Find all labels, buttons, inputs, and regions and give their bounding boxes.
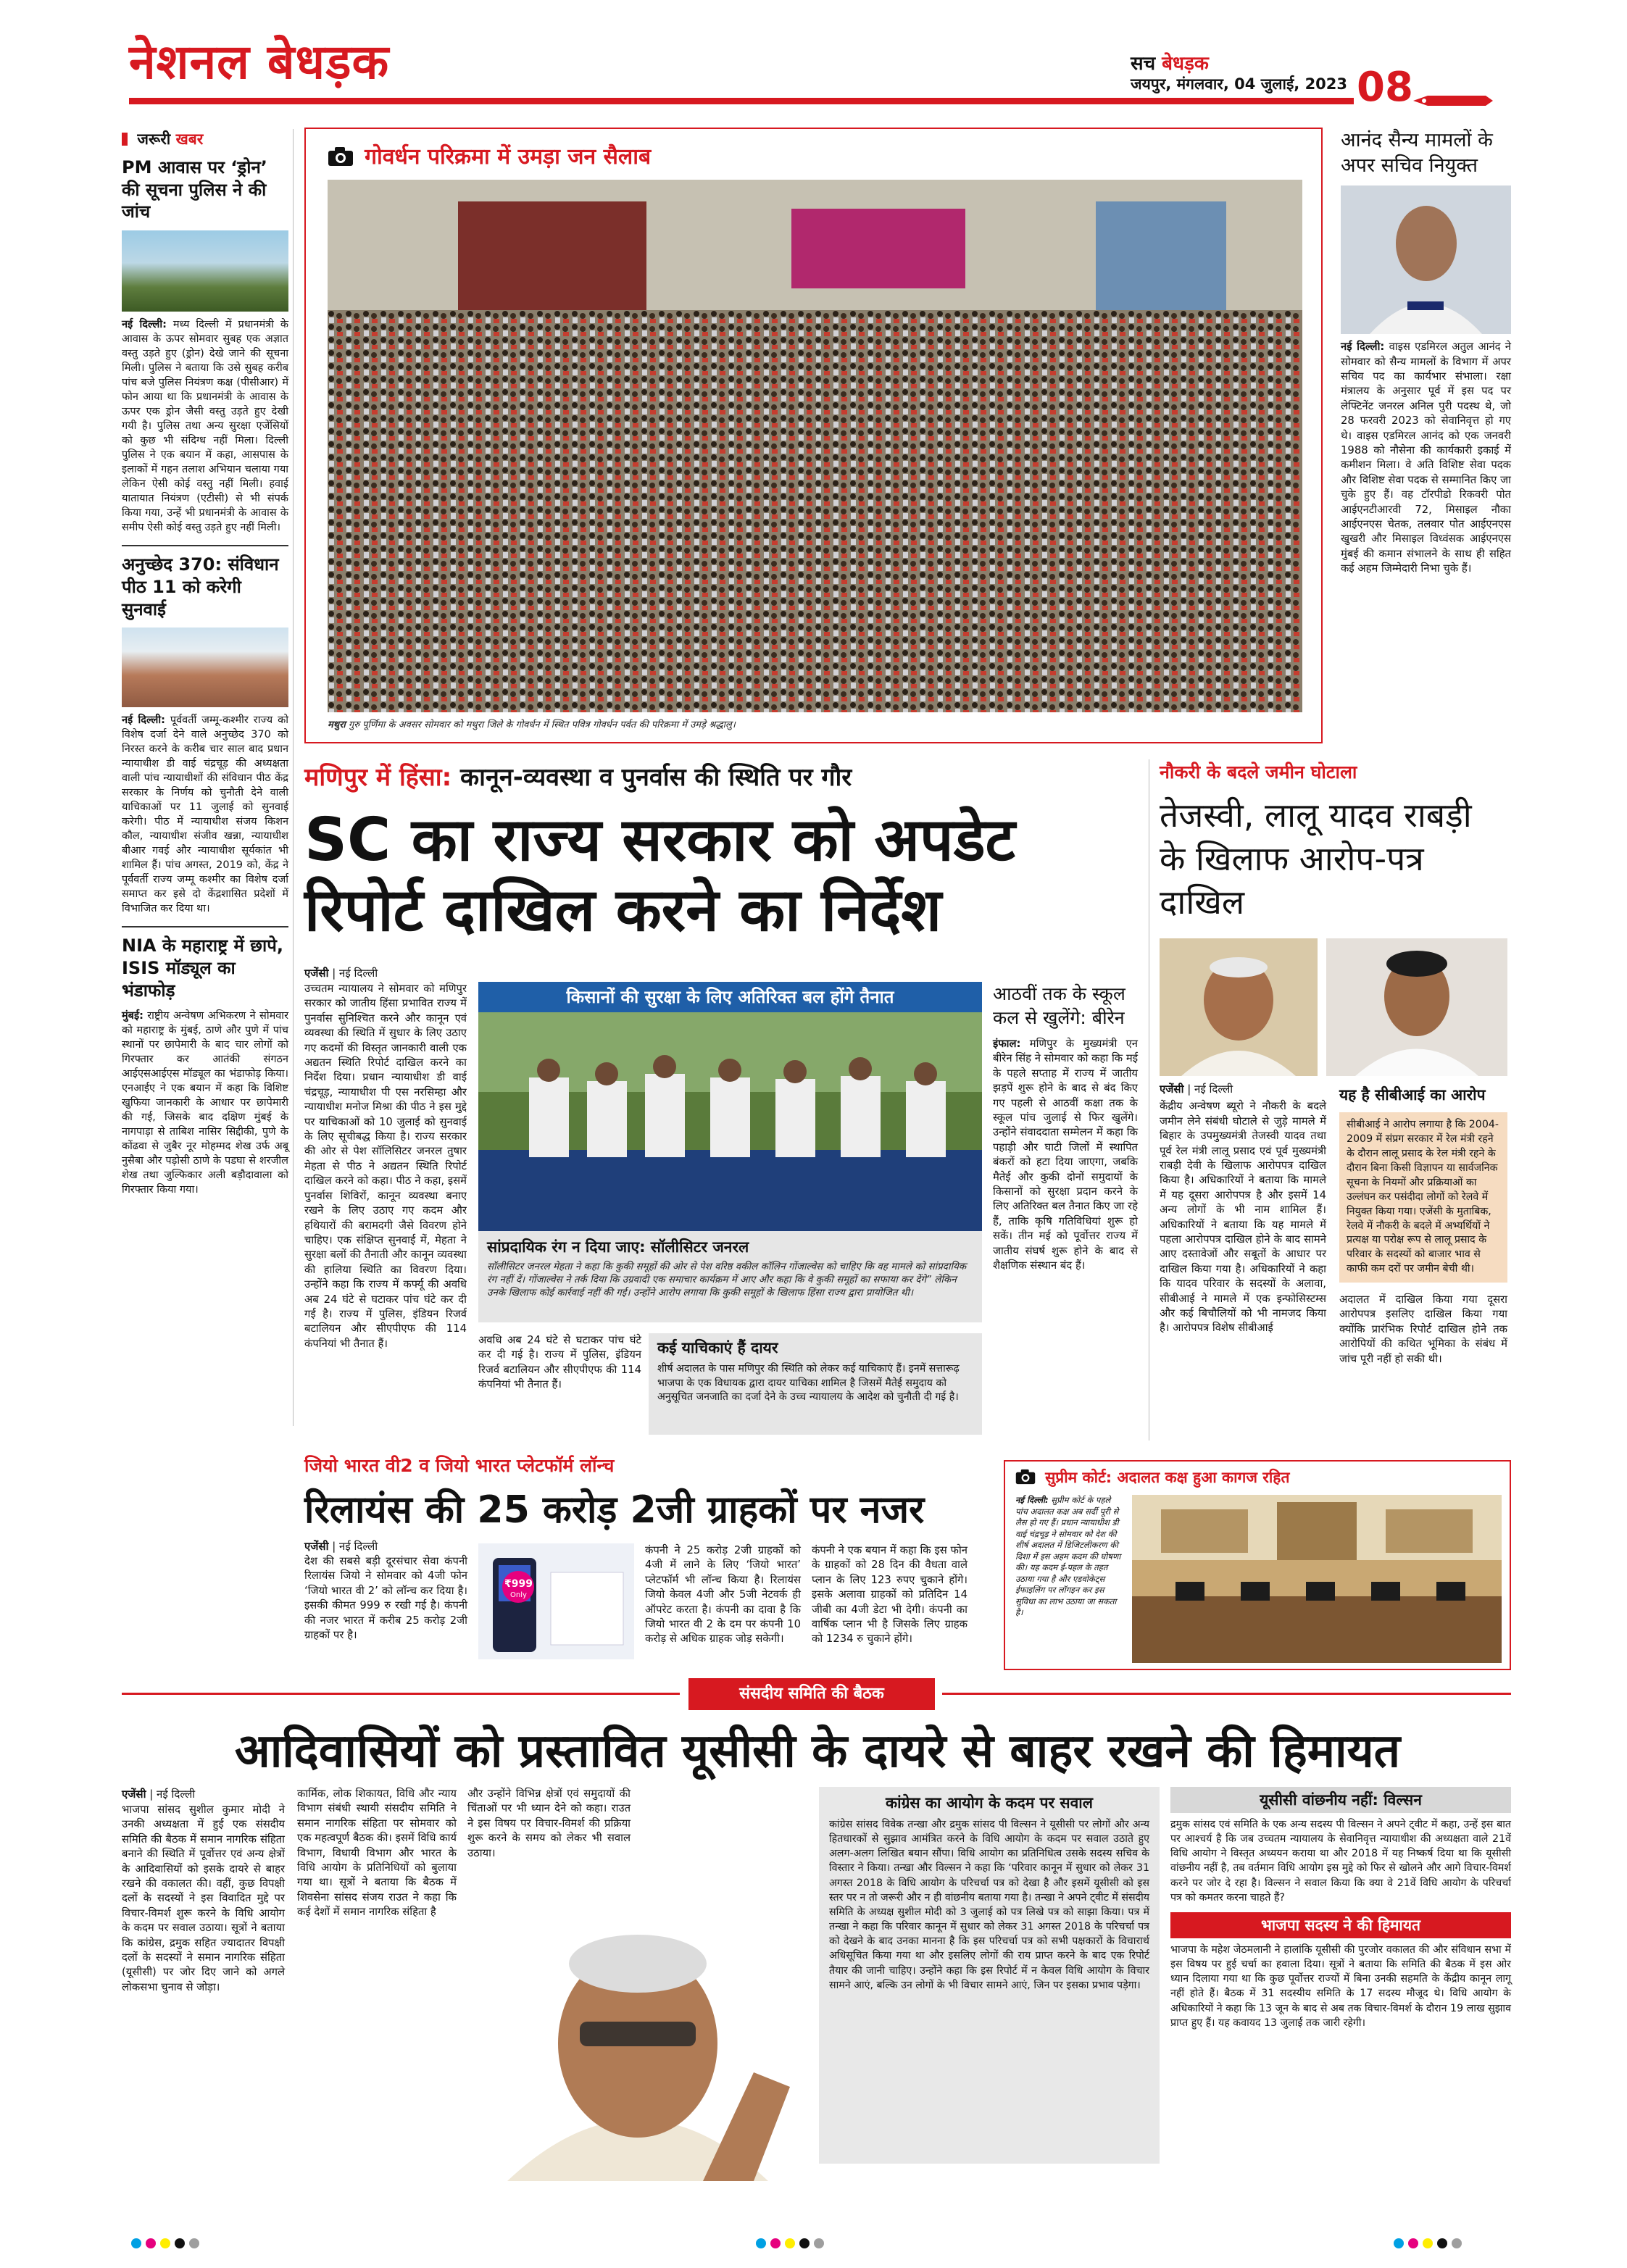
article370-dateline: नई दिल्ली: (122, 714, 165, 727)
jio-phone-image (478, 1543, 634, 1659)
nia-dateline: मुंबई: (122, 1010, 143, 1022)
lalu-tail: अदालत में दाखिल किया गया दूसरा आरोपपत्र इसलिए दाखिल किया गया क्योंकि प्रारंभिक रिपोर्ट दाखिल होने तक आरोपियों की कथित भूमिका के संबंध में जांच पूरी नहीं हो सकी थी। (1339, 1293, 1507, 1365)
section-label-a: जरूरी (137, 130, 171, 148)
dot-yellow (160, 2238, 170, 2248)
phone-price: ₹999 (504, 1578, 533, 1590)
jio-agency: एजेंसी (304, 1540, 329, 1553)
nia-body (122, 1009, 288, 1197)
manipur-place: नई दिल्ली (339, 967, 378, 980)
article370-headline: अनुच्छेद 370: संविधान पीठ 11 को करेगी सुनवाई (122, 554, 279, 620)
jio-col3: कंपनी ने एक बयान में कहा कि इस फोन के ग्राहकों को 28 दिन की वैधता वाले प्लान के लिए 123 रुपए चुकाने होंगे। इसके अलावा ग्राहकों को प्रतिदिन 14 जीबी का 4जी डेटा भी देगी। कंपनी का वार्षिक प्लान भी है जिसके लिए ग्राहक को 1234 रु चुकाने होंगे। (812, 1544, 968, 1646)
petitions-box (649, 1333, 982, 1435)
ucc-rule (122, 1693, 680, 1695)
petitions-body: शीर्ष अदालत के पास मणिपुर की स्थिति को लेकर कई याचिकाएं हैं। इनमें सत्तारूढ़ भाजपा के एक विधायक द्वारा दायर याचिका शामिल है जिसमें मैतेई समुदाय को अनुसूचित जनजाति का दर्जा देने के उच्च न्यायालय के आदेश को चुनौती दी गई है। (657, 1363, 960, 1404)
farmers-box-title: किसानों की सुरक्षा के लिए अतिरिक्त बल होंगे तैनात (478, 982, 982, 1012)
registration-dots-right (1391, 2238, 1464, 2251)
sg-box (478, 1231, 982, 1322)
courtroom-photo (1132, 1495, 1502, 1663)
jio-place: नई दिल्ली (339, 1540, 378, 1553)
camera-icon (328, 146, 354, 170)
anand-story (1341, 128, 1511, 743)
ucc-rule-right (942, 1693, 1511, 1695)
drone-dateline: नई दिल्ली: (122, 319, 167, 331)
paper-name-text: नेशनल बेधड़क (129, 34, 390, 90)
dot-grey (189, 2238, 199, 2248)
manipur-kicker-red: मणिपुर में हिंसा: (304, 763, 452, 792)
dot-magenta (146, 2238, 156, 2248)
wilson-box (1170, 1787, 1511, 2030)
masthead (0, 0, 1627, 109)
biren-body (993, 1037, 1138, 1274)
anand-body (1341, 340, 1511, 577)
paperless-caption (1015, 1495, 1124, 1619)
lalu-photo (1160, 938, 1318, 1076)
jio-col2: कंपनी ने 25 करोड़ 2जी ग्राहकों को 4जी में लाने के लिए ‘जियो भारत’ प्लेटफॉर्म भी लॉन्च किया है। रिलायंस जियो केवल 4जी और 5जी नेटवर्क ही ऑपरेट करता है। कंपनी का दावा है कि जियो भारत वी 2 के दम पर कंपनी 10 करोड़ से अधिक ग्राहक जोड़ सकेगी। (645, 1544, 801, 1646)
farmers-box (478, 982, 982, 1322)
cbi-charge-title: यह है सीबीआई का आरोप (1339, 1086, 1486, 1104)
ucc-col1: भाजपा सांसद सुशील कुमार मोदी ने उनकी अध्यक्षता में हुई एक संसदीय समिति की बैठक में समान नागरिक संहिता बनाने की स्थिति में पूर्वोत्तर एवं अन्य क्षेत्रों के आदिवासियों को इसके दायरे से बाहर रखने की वकालत की। वहीं, कुछ विपक्षी दलों के सदस्यों ने इस विवादित मुद्दे पर विचार-विमर्श शुरू करने के विधि आयोग के कदम पर सवाल उठाया। सूत्रों ने बताया कि कांग्रेस, द्रमुक सहित ज्यादातर विपक्षी दलों के सदस्यों ने समान नागरिक संहिता (यूसीसी) पर जोर दिए जाने को अगले लोकसभा चुनाव से जोड़ा। (122, 1804, 285, 1993)
tagline-brand: बेधड़क (1162, 53, 1209, 75)
caption-text: गुरु पूर्णिमा के अवसर सोमवार को मथुरा जिले के गोवर्धन में स्थित पवित्र गोवर्धन पर्वत की परिक्रमा में उमड़े श्रद्धालु। (348, 720, 736, 730)
paperless-title: सुप्रीम कोर्ट: अदालत कक्ष हुआ कागज रहित (1045, 1469, 1290, 1486)
manipur-agency: एजेंसी (304, 967, 329, 980)
manipur-col2-tail (478, 1333, 641, 1393)
manipur-col2-text: अवधि अब 24 घंटे से घटाकर पांच घंटे कर दी गई है। राज्य में पुलिस, इंडियन रिजर्व बटालियन और सीएपीएफ की 114 कंपनियां भी तैनात हैं। (478, 1334, 641, 1391)
ucc-headline: आदिवासियों को प्रस्तावित यूसीसी के दायरे से बाहर रखने की हिमायत (234, 1725, 1401, 1778)
paperless-header (1015, 1467, 1289, 1488)
manipur-kicker (304, 759, 852, 793)
camera-icon-small (1015, 1469, 1036, 1488)
manipur-headline: SC का राज्य सरकार को अपडेट रिपोर्ट दाखिल करने का निर्देश (304, 806, 1015, 945)
masthead-dateline: जयपुर, मंगलवार, 04 जुलाई, 2023 (1131, 75, 1348, 93)
lalu-kicker: नौकरी के बदले जमीन घोटाला (1160, 762, 1357, 783)
dot-cyan (131, 2238, 141, 2248)
section-label (122, 129, 288, 149)
paperless-box (1004, 1460, 1511, 1670)
manipur-col1-text: उच्चतम न्यायालय ने सोमवार को मणिपुर सरकार को जातीय हिंसा प्रभावित राज्य में पुनर्वास सुनिश्चित करने और कानून एवं व्यवस्था की स्थिति में सुधार के लिए उठाए गए कदमों की विस्तृत जानकारी वाली एक अद्यतन स्थिति रिपोर्ट दाखिल करने का निर्देश दिया। प्रधान न्यायाधीश डी वाई चंद्रचूड़, न्यायाधीश पी एस नरसिम्हा और न्यायाधीश मनोज मिश्रा की पीठ ने इस मुद्दे पर याचिकाओं को 10 जुलाई को सुनवाई के लिए सूचीबद्ध किया है। राज्य सरकार की ओर से पेश सॉलिसिटर जनरल तुषार मेहता से पीठ ने अद्यतन स्थिति रिपोर्ट दाखिल करने को कहा। पीठ ने कहा, इसमें पुनर्वास शिविरों, कानून व्यवस्था बनाए रखने के लिए उठाए गए कदम और हथियारों की बरामदगी जैसे विवरण होने चाहिए। एक संक्षिप्त सुनवाई में, मेहता ने सुरक्षा बलों की तैनाती और कानून व्यवस्था की हालिया स्थिति का विवरण दिया। उन्होंने कहा कि राज्य में कर्फ्यू की अवधि अब 24 घंटे से घटाकर पांच घंटे कर दी गई है। राज्य में पुलिस, इंडियन रिजर्व बटालियन और सीएपीएफ की 114 कंपनियां भी तैनात हैं। (304, 983, 467, 1350)
anand-photo (1341, 185, 1511, 334)
caption-place: मथुरा (328, 720, 346, 730)
ucc-agency: एजेंसी (122, 1788, 146, 1801)
congress-title: कांग्रेस का आयोग के कदम पर सवाल (886, 1794, 1093, 1812)
lalu-story (1160, 759, 1507, 1448)
sushil-modi-photo (464, 1913, 812, 2181)
lalu-headline: तेजस्वी, लालू यादव राबड़ी के खिलाफ आरोप-पत्र दाखिल (1160, 796, 1472, 922)
pen-icon (1413, 94, 1493, 107)
lalu-place: नई दिल्ली (1194, 1083, 1233, 1096)
photo-story (304, 128, 1323, 743)
anand-dateline: नई दिल्ली: (1341, 341, 1385, 354)
jio-byline: एजेंसी | नई दिल्ली (304, 1540, 378, 1553)
nia-text: राष्ट्रीय अन्वेषण अभिकरण ने सोमवार को महाराष्ट्र के मुंबई, ठाणे और पुणे में पांच स्थानों पर छापेमारी के बाद चार लोगों को गिरफ्तार कर आतंकी संगठन आईएसआईएस मॉड्यूल का भंडाफोड़ किया। एनआईए ने एक बयान में कहा कि विशिष्ट खुफिया जानकारी के आधार पर छापेमारी की गई, जिसके बाद दक्षिण मुंबई के नागपाड़ा से ताबिश नासिर सिद्दीकी, पुणे के कोंढवा से जुबैर नूर मोहम्मद शेख उर्फ अबू नुसैबा और पड़ोसी ठाणे के पडघा से शरजील शेख तथा जुल्फिकार अली बड़ौदावाला को गिरफ्तार किया गया। (122, 1010, 288, 1196)
biren-headline: आठवीं तक के स्कूल कल से खुलेंगे: बीरेन (993, 983, 1125, 1028)
paper-name (129, 28, 389, 93)
ucc-tag-text: संसदीय समिति की बैठक (739, 1685, 884, 1703)
jio-col1: देश की सबसे बड़ी दूरसंचार सेवा कंपनी रिलायंस जियो ने सोमवार को 4जी फोन ‘जियो भारत वी 2’ को लॉन्च कर दिया है। इसकी कीमत 999 रु रखी गई है। कंपनी की नजर भारत में करीब 25 करोड़ 2जी ग्राहकों पर है। (304, 1555, 467, 1642)
bjp-body: भाजपा के महेश जेठमलानी ने हालांकि यूसीसी की पुरजोर वकालत की और संविधान सभा में इस विषय पर हुई चर्चा का हवाला दिया। सूत्रों ने बताया कि समिति की बैठक में इस ओर ध्यान दिलाया गया था कि कुछ पूर्वोत्तर राज्यों में बिना उनकी सहमति के केंद्रीय कानून लागू नहीं होते हैं। बैठक में 31 सदस्यीय समिति के 17 सदस्य मौजूद थे। विधि आयोग के अधिकारियों ने कहा कि 13 जून के बाद से अब तक विचार-विमर्श के दौरान 19 लाख सुझाव प्राप्त हुए हैं। यह कवायद 13 जुलाई तक जारी रहेगी। (1170, 1943, 1511, 2029)
sg-title: सांप्रदायिक रंग न दिया जाए: सॉलीसिटर जनरल (487, 1238, 749, 1256)
wilson-title: यूसीसी वांछनीय नहीं: विल्सन (1170, 1787, 1511, 1813)
manipur-col1 (304, 982, 467, 1460)
jio-kicker-a: जियो भारत वी2 व (304, 1455, 430, 1476)
paperless-dateline: नई दिल्ली: (1015, 1495, 1049, 1505)
petitions-title: कई याचिकाएं हैं दायर (657, 1339, 778, 1356)
ucc-col2: कार्मिक, लोक शिकायत, विधि और न्याय विभाग संबंधी स्थायी संसदीय समिति ने समान नागरिक संहिता पर सोमवार को एक महत्वपूर्ण बैठक की। इसमें विधि कार्य विभाग, विधायी विभाग और भारत के विधि आयोग के प्रतिनिधियों को बुलाया गया था। सूत्रों ने बताया कि बैठक में शिवसेना सांसद संजय राउत ने कहा कि कई देशों में समान नागरिक संहिता है (297, 1788, 457, 1919)
lalu-byline: एजेंसी | नई दिल्ली (1160, 1083, 1233, 1096)
biren-dateline: इंफाल: (993, 1038, 1021, 1050)
drone-headline: PM आवास पर ‘ड्रोन’ की सूचना पुलिस ने की जांच (122, 157, 267, 222)
lalu-body: केंद्रीय अन्वेषण ब्यूरो ने नौकरी के बदले जमीन लेने संबंधी घोटाले से जुड़े मामले में बिहार के उपमुख्यमंत्री तेजस्वी यादव तथा पूर्व रेल मंत्री लालू प्रसाद एवं पूर्व मुख्यमंत्री राबड़ी देवी के खिलाफ आरोपपत्र दाखिल किया है। अधिकारियों ने बताया कि मामले में यह दूसरा आरोपपत्र है और इसमें 14 अन्य लोगों के भी नाम शामिल हैं। अधिकारियों ने बताया कि यह मामले में पहला आरोपपत्र दाखिल होने के बाद सामने आए दस्तावेजों और सबूतों के आधार पर दाखिल किया गया है। अधिकारियों ने कहा कि यादव परिवार के सदस्यों के अलावा, सीबीआई ने मामले में एक इन्फोसिस्टम्स और कई बिचौलियों को भी नामजद किया है। आरोपपत्र विशेष सीबीआई (1160, 1100, 1326, 1335)
wilson-body: द्रमुक सांसद एवं समिति के एक अन्य सदस्य पी विल्सन ने अपने ट्वीट में कहा, उन्हें इस बात पर आश्चर्य है कि जब उच्चतम न्यायालय के सेवानिवृत्त न्यायाधीश की अध्यक्षता वाले 21वें विधि आयोग ने विस्तृत अध्ययन कराया था और 2018 में यह निष्कर्ष दिया था कि यूसीसी वांछनीय नहीं है, तब वर्तमान विधि आयोग इस मुद्दे को फिर से खोलने और आगे विचार-विमर्श करने पर जोर दे रहा है। विल्सन ने सवाल किया कि क्या वे 21वें विधि आयोग के परिचर्चा पत्र को कमतर करना चाहते हैं? (1170, 1819, 1511, 1904)
drone-text: मध्य दिल्ली में प्रधानमंत्री के आवास के ऊपर सोमवार सुबह एक अज्ञात वस्तु उड़ते हुए (ड्रोन) देखे जाने की सूचना मिली। पुलिस ने बताया कि उसे सुबह करीब पांच बजे पुलिस नियंत्रण कक्ष (पीसीआर) में फोन आया था कि प्रधानमंत्री के आवास के ऊपर एक ड्रोन जैसी वस्तु उड़ते हुए देखी गयी है। पुलिस तथा अन्य सुरक्षा एजेंसियों को कुछ भी संदिग्ध नहीं मिला। दिल्ली पुलिस ने एक बयान में कहा, आसपास के इलाकों में गहन तलाश अभियान चलाया गया लेकिन ऐसी कोई वस्तु नहीं मिली। हवाई यातायात नियंत्रण (एटीसी) से भी संपर्क किया गया, उन्हें भी प्रधानमंत्री के आवास के समीप ऐसी कोई वस्तु उड़ते हुए नहीं मिली। (122, 319, 288, 534)
cbi-charge-box: सीबीआई ने आरोप लगाया है कि 2004-2009 में संप्रग सरकार में रेल मंत्री रहने के दौरान लालू प्रसाद के रेल मंत्री रहने के दौरान बिना किसी विज्ञापन या सार्वजनिक सूचना के नियमों और प्रक्रियाओं का उल्लंघन कर पसंदीदा लोगों को रेलवे में नियुक्त किया गया। एजेंसी के मुताबिक, रेलवे में नौकरी के बदले में अभ्यर्थियों ने प्रत्यक्ष या परोक्ष रूप से लालू प्रसाद के परिवार के सदस्यों को बाजार भाव से काफी कम दरों पर जमीन बेची थी। (1339, 1112, 1507, 1283)
nia-headline: NIA के महाराष्ट्र में छापे, ISIS मॉड्यूल का भंडाफोड़ (122, 935, 283, 1001)
tejashwi-photo (1326, 938, 1507, 1076)
crowd-caption (328, 717, 1302, 730)
biren-text: मणिपुर के मुख्यमंत्री एन बीरेन सिंह ने सोमवार को कहा कि मई के पहले सप्ताह में राज्य में जातीय झड़पें शुरू होने के बाद से बंद किए गए पहली से आठवीं कक्षा तक के स्कूल पांच जुलाई से फिर खुलेंगे। उन्होंने संवाददाता सम्मेलन में कहा कि पहाड़ी और घाटी जिलों में स्थापित बंकरों को हटा दिया जाएगा, जबकि मैतेई और कुकी दोनों समुदायों के किसानों को सुरक्षा प्रदान करने के लिए अतिरिक्त बल तैनात किए जा रहे हैं, ताकि कृषि गतिविधियां शुरू हो सकें। तीन मई को पूर्वोत्तर राज्य में जातीय संघर्ष शुरू होने के बाद से शैक्षणिक संस्थान बंद हैं। (993, 1038, 1138, 1272)
masthead-tagline (1131, 49, 1209, 75)
dot-black (175, 2238, 185, 2248)
ucc-place: नई दिल्ली (157, 1788, 196, 1801)
biren-story (993, 982, 1138, 1274)
bjp-title: भाजपा सदस्य ने की हिमायत (1170, 1912, 1511, 1938)
jio-kicker-b: जियो भारत प्लेटफॉर्म लॉन्च (436, 1455, 615, 1476)
lalu-agency: एजेंसी (1160, 1083, 1184, 1096)
sg-body: सॉलीसिटर जनरल मेहता ने कहा कि कुकी समूहों की ओर से पेश वरिष्ठ वकील कॉलिन गोंजाल्वेस को चाहिए कि वह मामले को सांप्रदायिक रंग नहीं दें। गोंजाल्वेस ने तर्क दिया कि उग्रवादी एक समाचार कार्यक्रम में आए और कहा कि वे कुकी समूहों का सफाया कर देंगे” लेकिन उनके खिलाफ कोई कार्रवाई नहीं की गई। उन्होंने आरोप लगाया कि कुकी समूहों के खिलाफ हिंसा राज्य द्वारा प्रायोजित थी। (487, 1261, 967, 1299)
masthead-rule (129, 98, 1354, 104)
tagline-sach: सच (1131, 53, 1156, 75)
ucc-byline: एजेंसी | नई दिल्ली (122, 1788, 196, 1801)
registration-dots-center (754, 2238, 826, 2251)
left-column (122, 129, 288, 1868)
registration-dots-left (129, 2238, 201, 2251)
manipur-byline: एजेंसी | नई दिल्ली (304, 967, 378, 980)
article370-body (122, 713, 288, 916)
ucc-tag (688, 1678, 935, 1710)
left-column-divider (293, 129, 294, 1426)
crowd-photo (328, 180, 1302, 712)
press-conference-photo (478, 1012, 982, 1231)
drone-photo (122, 230, 288, 312)
congress-body: कांग्रेस सांसद विवेक तन्खा और द्रमुक सांसद पी विल्सन ने यूसीसी पर लोगों और अन्य हितधारकों से सुझाव आमंत्रित करने के विधि आयोग के कदम पर सवाल उठाते हुए अलग-अलग लिखित बयान सौंपा। विधि आयोग का प्रतिनिधित्व उसके सदस्य सचिव के विस्तार ने किया। तन्खा और विल्सन ने कहा कि ‘परिवार कानून में सुधार को लेकर 31 अगस्त 2018 के विधि आयोग के परिचर्चा पत्र को देखा है और इसमें यूसीसी को इस स्तर पर न तो जरूरी और न ही वांछनीय बताया गया है। तन्खा ने अपने ट्वीट में संसदीय समिति के अध्यक्ष सुशील मोदी को 3 जुलाई को पत्र लिखे पत्र को साझा किया। पत्र में तन्खा ने कहा कि परिवार कानून में सुधार को लेकर 31 अगस्त 2018 के परिचर्चा पत्र को देखने के बाद उनका मानना है कि इस परिचर्चा पत्र को सभी पक्षकारों के विचारार्थ अधिसूचित किया गया था और इसलिए लोगों की राय प्राप्त करने के बाद एक रिपोर्ट तैयार की जानी चाहिए। उन्होंने कहा कि इस रिपोर्ट में न केवल विधि आयोग के विचार सामने आएं, बल्कि उन लोगों के भी विचार सामने आएं, जिन पर इसका प्रभाव पड़ेगा। (829, 1819, 1149, 1991)
paperless-text: सुप्रीम कोर्ट के पहले पांच अदालत कक्ष अब सर्दी पूरी से लैस हो गए हैं। प्रधान न्यायाधीश डी वाई चंद्रचूड़ ने सोमवार को देश की शीर्ष अदालत में डिजिटलीकरण की दिशा में इस अहम कदम की घोषणा की। यह कदम ई-पहल के तहत उठाया गया है और एडवोकेट्स ईफाइलिंग पर लॉगइन कर इस सुविधा का लाभ उठाया जा सकता है। (1015, 1495, 1121, 1618)
ucc-col3: और उन्होंने विभिन्न क्षेत्रों एवं समुदायों की चिंताओं पर भी ध्यान देने को कहा। राउत ने इस विषय पर विचार-विमर्श की प्रक्रिया शुरू करने के समय को लेकर भी सवाल उठाया। (467, 1788, 631, 1859)
article370-text: पूर्ववर्ती जम्मू-कश्मीर राज्य को विशेष दर्जा देने वाले अनुच्छेद 370 को निरस्त करने के करीब चार साल बाद प्रधान न्यायाधीश डी वाई चंद्रचूड़ की अध्यक्षता वाली पांच न्यायाधीशों की संविधान पीठ केंद्र सरकार के निर्णय को चुनौती देने वाली याचिकाओं पर 11 जुलाई को सुनवाई करेगी। पीठ में न्यायाधीश संजय किशन कौल, न्यायाधीश संजीव खन्ना, न्यायाधीश बीआर गवई और न्यायाधीश सूर्यकांत भी शामिल हैं। पांच अगस्त, 2019 को, केंद्र ने पूर्ववर्ती राज्य जम्मू कश्मीर का विशेष दर्जा समाप्त कर इसे दो केंद्रशासित प्रदेशों में विभाजित कर दिया था। (122, 714, 288, 915)
anand-headline: आनंद सैन्य मामलों के अपर सचिव नियुक्त (1341, 129, 1493, 178)
anand-text: वाइस एडमिरल अतुल आनंद ने सोमवार को सैन्य मामलों के विभाग में अपर सचिव पद का कार्यभार संभाला। रक्षा मंत्रालय के अनुसार पूर्व में इस पद पर लेफ्टिनेंट जनरल अनिल पुरी पदस्थ थे, जो 28 फरवरी 2023 को सेवानिवृत्त हो गए थे। वाइस एडमिरल आनंद को एक जनवरी 1988 को नौसेना की कार्यकारी इकाई में कमीशन मिला। वे अति विशिष्ट सेवा पदक और विशिष्ट सेवा पदक से सम्मानित किए जा चुके हुए हैं। वह टॉरपीडो रिकवरी पोत आईएनटीआरवी 72, मिसाइल नौका आईएनएस चेतक, तलवार पोत आईएनएस खुखरी और मिसाइल विध्वंसक आईएनएस मुंबई की कमान संभालने के साथ ही सहित कई अहम जिम्मेदारी निभा चुके हैं। (1341, 341, 1511, 575)
jio-headline: रिलायंस की 25 करोड़ 2जी ग्राहकों पर नजर (304, 1488, 925, 1532)
phone-price-only: Only (510, 1591, 527, 1599)
section-label-b: खबर (175, 130, 204, 148)
manipur-kicker-rest: कानून-व्यवस्था व पुनर्वास की स्थिति पर गौर (460, 763, 852, 792)
jio-kicker (304, 1453, 614, 1477)
supreme-court-photo (122, 628, 288, 707)
photo-story-title: गोवर्धन परिक्रमा में उमड़ा जन सैलाब (365, 144, 652, 170)
drone-body (122, 317, 288, 535)
photo-story-header (328, 141, 651, 170)
page-number: 08 (1357, 64, 1413, 111)
congress-box (819, 1787, 1160, 2164)
